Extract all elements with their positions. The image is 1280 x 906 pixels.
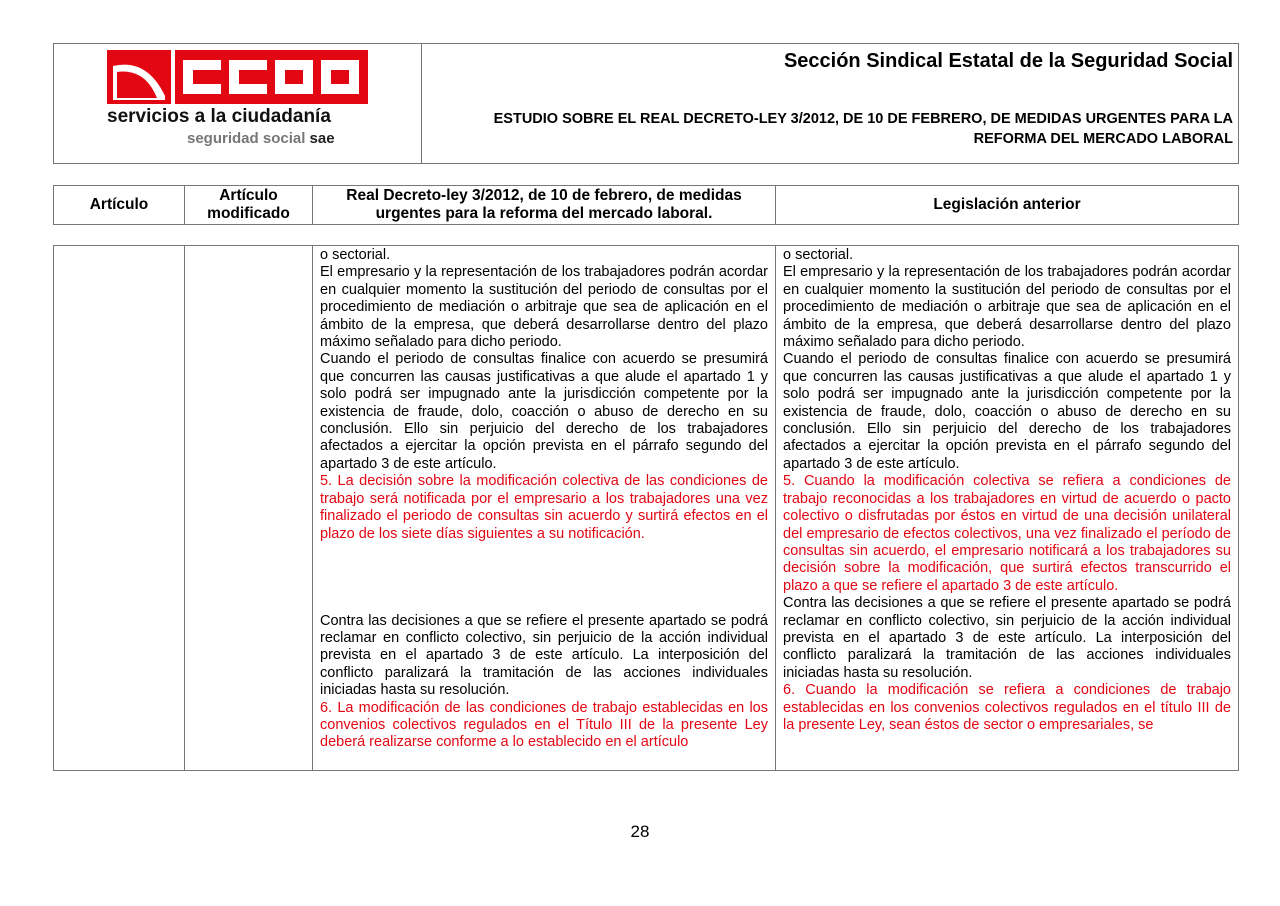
study-title: ESTUDIO SOBRE EL REAL DECRETO-LEY 3/2012, DE 10 DE FEBRERO, DE MEDIDAS URGENTES PARA LA REFORMA DEL MERCADO LABORAL bbox=[493, 111, 1233, 147]
page-number: 28 bbox=[630, 822, 650, 841]
old-text-changed-paragraph: 5. Cuando la modificación colectiva se refiera a condiciones de trabajo reconocidas a los trabajadores en virtud de acuerdo o pacto colectivo o disfrutadas por éstos en virtud de una decisión unilateral del empresario de efectos colectivos, una vez finalizado el período de consultas sin acuerdo, el empresario notificará a los trabajadores su decisión sobre la modificación, que surtirá efectos transcurrido el plazo a que se refiere el apartado 3 de este artículo. bbox=[783, 473, 1231, 594]
new-text-changed-paragraph: 5. La decisión sobre la modificación colectiva de las condiciones de trabajo será notificada por el empresario a los trabajadores una vez finalizado el periodo de consultas sin acuerdo y surtirá efectos en el plazo de los siete días siguientes a su notificación. bbox=[320, 473, 768, 542]
column-header-articulo: Artículo bbox=[54, 186, 185, 224]
column-header-articulo-modificado: Artículo modificado bbox=[185, 186, 313, 224]
table-header bbox=[53, 185, 1239, 225]
comparison-table-row bbox=[53, 245, 1239, 771]
old-text-changed-paragraph: 6. Cuando la modificación se refiera a condiciones de trabajo establecidas en los convenios colectivos regulados en el título III de la presente Ley, sean éstos de sector o empresariales, se bbox=[783, 682, 1231, 733]
document-header bbox=[53, 43, 1239, 164]
old-text-paragraph: Cuando el periodo de consultas finalice con acuerdo se presumirá que concurren las causas justificativas a que alude el apartado 1 y solo podrá ser impugnado ante la jurisdicción competente por la existencia de fraude, dolo, coacción o abuso de derecho en su conclusión. Ello sin perjuicio del derecho de los trabajadores afectados a ejercitar la opción prevista en el párrafo segundo del apartado 3 de este artículo. bbox=[783, 351, 1231, 472]
logo-tagline: servicios a la ciudadanía bbox=[107, 106, 331, 127]
new-text-changed-paragraph: 6. La modificación de las condiciones de trabajo establecidas en los convenios colectivos regulados en el Título III de la presente Ley deberá realizarse conforme a lo establecido en el artículo bbox=[320, 699, 768, 751]
new-text-paragraph: o sectorial. bbox=[320, 247, 391, 263]
old-text-paragraph: Contra las decisiones a que se refiere el presente apartado se podrá reclamar en conflicto colectivo, sin perjuicio de la acción individual prevista en el apartado 3 de este artículo. La interposición del conflicto paralizará la tramitación de las acciones individuales iniciadas hasta su resolución. bbox=[783, 595, 1231, 681]
old-text-cell bbox=[776, 246, 1238, 770]
articulo-modificado-cell bbox=[185, 246, 313, 770]
logo-subtitle: seguridad social sae bbox=[187, 130, 335, 147]
column-header-real-decreto: Real Decreto-ley 3/2012, de 10 de febrero, de medidas urgentes para la reforma del mercado laboral. bbox=[313, 186, 776, 224]
old-text-paragraph: El empresario y la representación de los trabajadores podrán acordar en cualquier momento la sustitución del periodo de consultas por el procedimiento de mediación o arbitraje que sea de aplicación en el ámbito de la empresa, que deberá desarrollarse dentro del plazo máximo señalado para dicho periodo. bbox=[783, 264, 1231, 351]
header-titles bbox=[422, 44, 1238, 163]
ccoo-logo bbox=[54, 44, 422, 163]
spacer bbox=[320, 543, 768, 613]
articulo-cell bbox=[54, 246, 185, 770]
new-text-paragraph: Contra las decisiones a que se refiere el presente apartado se podrá reclamar en conflicto colectivo, sin perjuicio de la acción individual prevista en el apartado 3 de este artículo. La interposición del conflicto paralizará la tramitación de las acciones individuales iniciadas hasta su resolución. bbox=[320, 612, 768, 699]
new-text-paragraph: Cuando el periodo de consultas finalice con acuerdo se presumirá que concurren las causas justificativas a que alude el apartado 1 y solo podrá ser impugnado ante la jurisdicción competente por la existencia de fraude, dolo, coacción o abuso de derecho en su conclusión. Ello sin perjuicio del derecho de los trabajadores afectados a ejercitar la opción prevista en el párrafo segundo del apartado 3 de este artículo. bbox=[320, 351, 768, 472]
logo-emblem-icon bbox=[107, 50, 171, 104]
new-text-cell bbox=[313, 246, 776, 770]
new-text-paragraph: El empresario y la representación de los trabajadores podrán acordar en cualquier momento la sustitución del periodo de consultas por el procedimiento de mediación o arbitraje que sea de aplicación en el ámbito de la empresa, que deberá desarrollarse dentro del plazo máximo señalado para dicho periodo. bbox=[320, 264, 768, 351]
section-title: Sección Sindical Estatal de la Seguridad Social bbox=[783, 50, 1233, 72]
column-header-legislacion-anterior: Legislación anterior bbox=[933, 196, 1081, 213]
old-text-paragraph: o sectorial. bbox=[783, 247, 854, 263]
logo-letters-icon bbox=[175, 50, 368, 104]
